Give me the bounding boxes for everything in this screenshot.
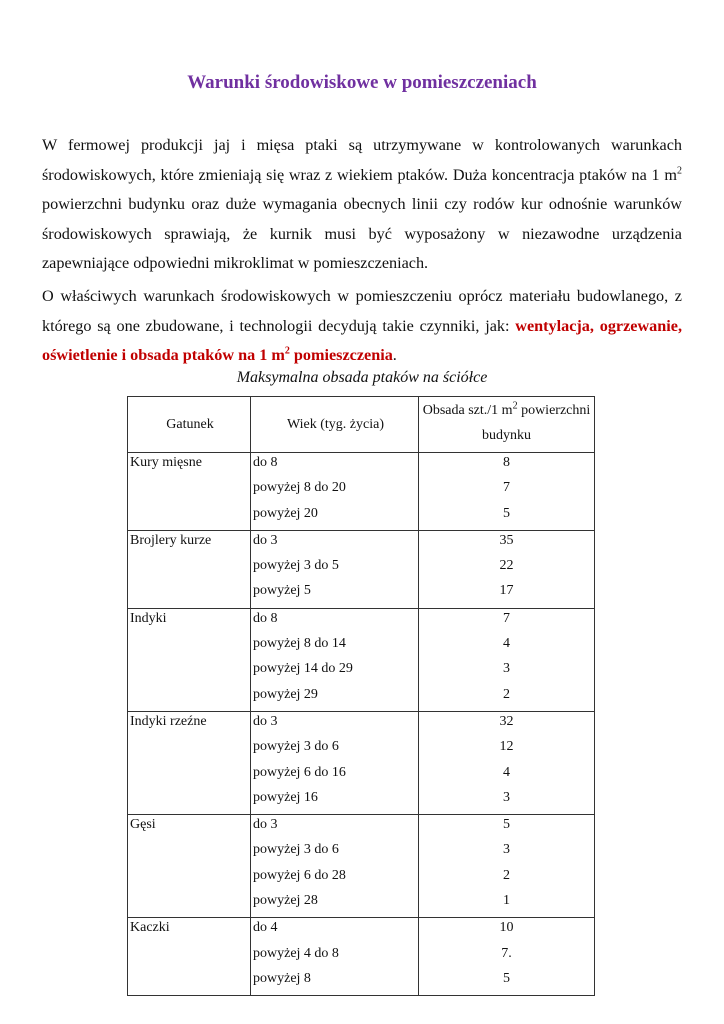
density-value: 2 [503, 686, 510, 702]
density-value: 10 [499, 920, 514, 936]
age-range: powyżej 5 [253, 583, 311, 599]
age-range: powyżej 20 [253, 505, 318, 521]
density-value: 5 [503, 970, 510, 986]
header-species: Gatunek [128, 397, 251, 453]
age-range: do 3 [253, 532, 278, 548]
age-range: powyżej 29 [253, 686, 318, 702]
density-value: 17 [499, 583, 514, 599]
species-cell [128, 608, 251, 711]
density-cell [419, 453, 595, 531]
age-range: powyżej 3 do 6 [253, 842, 339, 858]
table-caption: Maksymalna obsada ptaków na ściółce [236, 369, 488, 386]
intro-superscript: 2 [677, 165, 682, 177]
age-range: do 4 [253, 920, 278, 936]
age-range: do 3 [253, 817, 278, 833]
header-density-superscript: 2 [512, 400, 518, 412]
density-value: 7 [503, 480, 510, 496]
age-range: powyżej 8 do 14 [253, 636, 346, 652]
species-name: Brojlery kurze [130, 532, 212, 548]
age-cell [251, 918, 419, 996]
age-range: powyżej 6 do 28 [253, 867, 346, 883]
table-row [128, 711, 595, 814]
header-density-b: powierzchni budynku [482, 403, 591, 443]
table-row [128, 608, 595, 711]
intro-text-a: W fermowej produkcji jaj i mięsa ptaki są utrzymywane w kontrolowanych warunkach środowiskowych, które zmieniają się wraz z wiekiem ptaków. Duża koncentracja ptaków na 1 m [42, 136, 682, 184]
species-name: Gęsi [130, 817, 156, 833]
intro-paragraph [42, 131, 682, 279]
density-value: 3 [503, 661, 510, 677]
density-value: 4 [503, 636, 510, 652]
density-value: 3 [503, 789, 510, 805]
species-cell [128, 530, 251, 608]
age-range: powyżej 8 [253, 970, 311, 986]
stocking-density-table [127, 396, 595, 996]
species-cell [128, 918, 251, 996]
age-range: do 8 [253, 455, 278, 470]
age-range: powyżej 28 [253, 893, 318, 909]
age-range: powyżej 8 do 20 [253, 480, 346, 496]
density-value: 5 [503, 505, 510, 521]
factors-end: . [392, 346, 397, 364]
density-value: 1 [503, 893, 510, 909]
age-cell [251, 530, 419, 608]
density-cell [419, 815, 595, 918]
density-cell [419, 711, 595, 814]
density-value: 35 [499, 532, 514, 548]
density-value: 3 [503, 842, 510, 858]
density-cell [419, 608, 595, 711]
density-value: 2 [503, 867, 510, 883]
intro-text-b: powierzchni budynku oraz duże wymagania obecnych linii czy rodów kur odnośnie warunków środowiskowych sprawiają, że kurnik musi być wyposażony w niezawodne urządzenia zapewniające odpowiedni mikroklimat w pomieszczeniach. [42, 195, 682, 272]
density-value: 22 [499, 558, 514, 574]
age-range: powyżej 14 do 29 [253, 661, 353, 677]
header-density [419, 397, 595, 453]
species-cell [128, 453, 251, 531]
factors-text: O właściwych warunkach środowiskowych w pomieszczeniu oprócz materiału budowlanego, z którego są one zbudowane, i technologii decydują takie czynniki, jak: [42, 287, 682, 335]
factors-highlight-b: pomieszczenia [289, 346, 393, 364]
density-value: 8 [503, 455, 510, 470]
age-cell [251, 815, 419, 918]
age-range: powyżej 16 [253, 789, 318, 805]
density-value: 32 [499, 713, 514, 729]
age-range: powyżej 4 do 8 [253, 945, 339, 961]
species-name: Indyki rzeźne [130, 713, 207, 729]
density-cell [419, 918, 595, 996]
species-name: Indyki [130, 610, 167, 626]
factors-paragraph [42, 282, 682, 371]
species-cell [128, 711, 251, 814]
page-title: Warunki środowiskowe w pomieszczeniach [187, 72, 537, 93]
species-cell [128, 815, 251, 918]
table-body [128, 453, 595, 996]
table-header-row [128, 397, 595, 453]
factors-highlight-superscript: 2 [284, 345, 290, 357]
table-row [128, 815, 595, 918]
species-name: Kury mięsne [130, 455, 202, 470]
density-value: 5 [503, 817, 510, 833]
factors-highlight-a: wentylacja, ogrzewanie, oświetlenie i obsada ptaków na 1 m [42, 316, 682, 364]
age-cell [251, 711, 419, 814]
table-row [128, 453, 595, 531]
density-cell [419, 530, 595, 608]
age-range: do 8 [253, 610, 278, 626]
age-range: powyżej 3 do 5 [253, 558, 339, 574]
density-value: 12 [499, 739, 514, 755]
age-cell [251, 608, 419, 711]
age-range: do 3 [253, 713, 278, 729]
density-value: 7. [501, 945, 512, 961]
age-cell [251, 453, 419, 531]
species-name: Kaczki [130, 920, 170, 936]
age-range: powyżej 6 do 16 [253, 764, 346, 780]
density-value: 7 [503, 610, 510, 626]
header-density-a: Obsada szt./1 m [422, 403, 513, 418]
table-row [128, 530, 595, 608]
density-value: 4 [503, 764, 510, 780]
age-range: powyżej 3 do 6 [253, 739, 339, 755]
table-row [128, 918, 595, 996]
header-age: Wiek (tyg. życia) [251, 397, 419, 453]
